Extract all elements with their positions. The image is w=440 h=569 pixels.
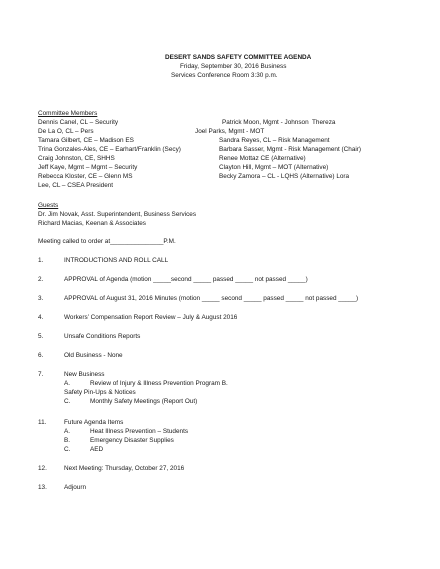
call-to-order: Meeting called to order at_______________P.M. — [38, 238, 176, 245]
agenda-item: Future Agenda Items — [64, 419, 124, 426]
sub-letter: C. — [64, 446, 71, 453]
member-right: Joel Parks, Mgmt - MOT — [195, 128, 265, 135]
member-left: Trina Gonzales-Ales, CE – Earhart/Franklin (Secy) — [38, 146, 181, 153]
member-right: Clayton Hill, Mgmt – MOT (Alternative) — [219, 164, 329, 171]
sub-item: Safety Pin-Ups & Notices — [64, 389, 136, 396]
member-right: Barbara Sasser, Mgmt - Risk Management (Chair) — [219, 146, 362, 153]
member-extra: Thereza — [312, 119, 336, 126]
sub-item: Heat Illness Prevention – Students — [90, 428, 189, 435]
meeting-location: Services Conference Room 3:30 p.m. — [171, 72, 278, 79]
sub-letter: B. — [64, 437, 71, 444]
sub-letter: A. — [64, 380, 71, 387]
agenda-item: Next Meeting: Thursday, October 27, 2016 — [64, 465, 185, 472]
agenda-number: 5. — [38, 333, 44, 340]
agenda-number: 13. — [38, 484, 47, 491]
member-right: Becky Zamora – CL - LQHS (Alternative) Lora — [219, 173, 350, 180]
document-title: DESERT SANDS SAFETY COMMITTEE AGENDA — [165, 54, 312, 61]
sub-item: Review of Injury & Illness Prevention Program B. — [90, 380, 228, 387]
sub-letter: A. — [64, 428, 71, 435]
agenda-item: APPROVAL of Agenda (motion _____second _____ passed _____ not passed _____) — [64, 276, 308, 283]
agenda-number: 7. — [38, 371, 44, 378]
guests-heading: Guests — [38, 202, 59, 209]
agenda-number: 3. — [38, 295, 44, 302]
sub-item: Monthly Safety Meetings (Report Out) — [90, 398, 198, 405]
member-right: Sandra Reyes, CL – Risk Management — [219, 137, 330, 144]
sub-item: AED — [90, 446, 104, 453]
members-heading: Committee Members — [38, 110, 98, 117]
agenda-item: INTRODUCTIONS AND ROLL CALL — [64, 257, 169, 264]
agenda-number: 4. — [38, 314, 44, 321]
agenda-number: 2. — [38, 276, 44, 283]
agenda-number: 1. — [38, 257, 44, 264]
agenda-number: 6. — [38, 352, 44, 359]
agenda-item: Adjourn — [64, 484, 87, 491]
agenda-number: 11. — [38, 419, 47, 426]
member-left: Rebecca Kloster, CE – Glenn MS — [38, 173, 133, 180]
member-left: Tamara Gilbert, CE – Madison ES — [38, 137, 134, 144]
meeting-date: Friday, September 30, 2016 Business — [180, 63, 287, 70]
guest-item: Richard Macias, Keenan & Associates — [38, 220, 146, 227]
agenda-item: New Business — [64, 371, 105, 378]
member-left: Dennis Canel, CL – Security — [38, 119, 119, 126]
sub-item: Emergency Disaster Supplies — [90, 437, 174, 444]
agenda-item: Workers’ Compensation Report Review – July & August 2016 — [64, 314, 238, 321]
agenda-item: APPROVAL of August 31, 2016 Minutes (motion _____ second _____ passed _____ not passed _____) — [64, 295, 359, 302]
agenda-item: Unsafe Conditions Reports — [64, 333, 141, 340]
member-left: Craig Johnston, CE, SHHS — [38, 155, 115, 162]
member-right: Renee Mottaz CE (Alternative) — [219, 155, 306, 162]
member-right: Patrick Moon, Mgmt - Johnson — [222, 119, 309, 126]
guest-item: Dr. Jim Novak, Asst. Superintendent, Business Services — [38, 211, 197, 218]
member-left: Jeff Kaye, Mgmt – Mgmt – Security — [38, 164, 138, 171]
sub-letter: C. — [64, 398, 71, 405]
member-left: De La O, CL – Pers — [38, 128, 94, 135]
member-left: Lee, CL – CSEA President — [38, 182, 114, 189]
agenda-item: Old Business - None — [64, 352, 123, 359]
agenda-number: 12. — [38, 465, 47, 472]
